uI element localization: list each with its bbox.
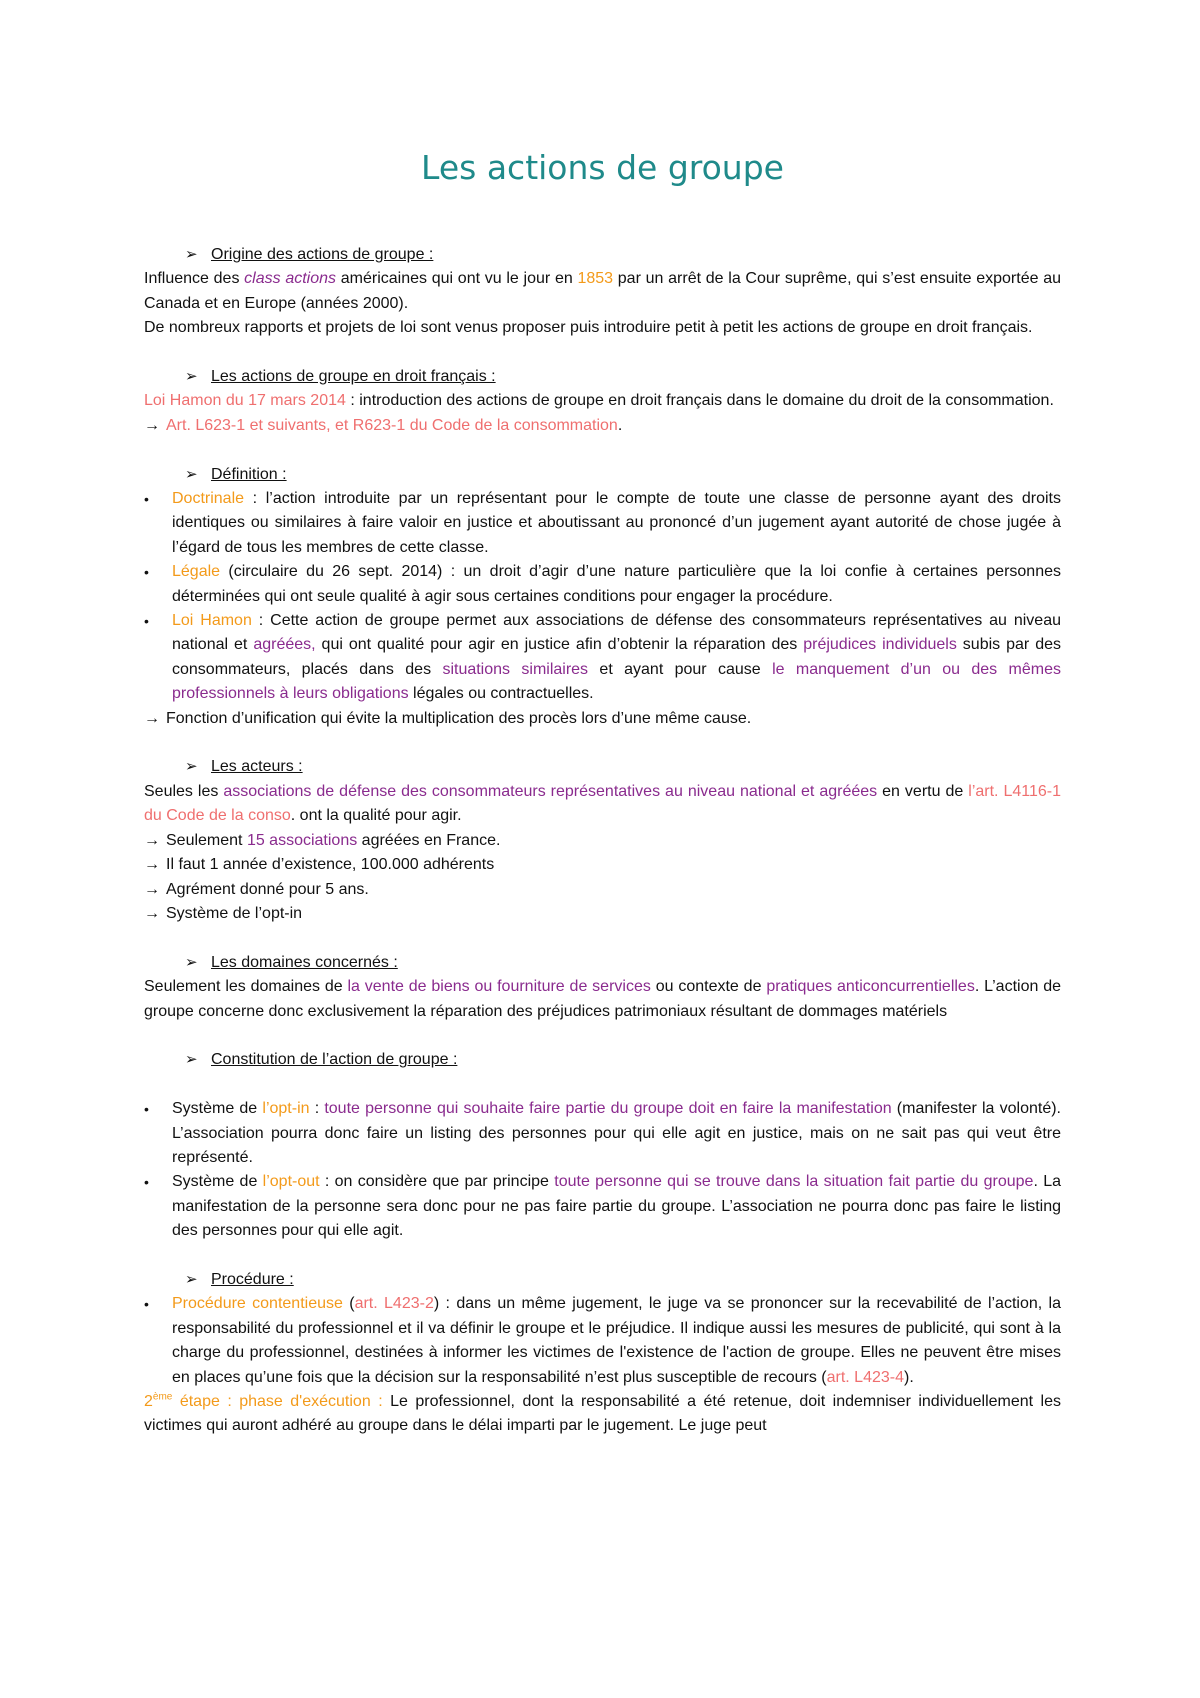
paragraph: 2ème étape : phase d'exécution : Le professionnel, dont la responsabilité a été retenue, doit indemniser individuellement les victimes qui auront adhéré au groupe dans le délai imparti par le jugement. Le juge peut bbox=[144, 1391, 1061, 1435]
arrow-icon: → bbox=[144, 709, 160, 727]
arrow-icon: → bbox=[144, 880, 160, 898]
section-heading-definition: ➢ Définition : bbox=[144, 463, 1061, 487]
bullet-icon: • bbox=[144, 613, 149, 630]
bullet-icon: • bbox=[144, 1296, 149, 1313]
list-item: • Doctrinale : l’action introduite par un représentant pour le compte de toute une classe de personne ayant des droits identiques ou similaires à faire valoir en justice et aboutissant au prononcé d’un jugement ayant autorité de chose jugée à l’égard de tous les membres de cette classe. bbox=[144, 487, 1061, 560]
arrowhead-icon: ➢ bbox=[185, 953, 198, 971]
paragraph: Seules les associations de défense des consommateurs représentatives au niveau national et agréées en vertu de l’art. L4116-1 du Code de la conso. ont la qualité pour agir. bbox=[144, 782, 1062, 825]
paragraph: De nombreux rapports et projets de loi sont venus proposer puis introduire petit à petit les actions de groupe en droit français. bbox=[144, 319, 1033, 337]
section-heading-origine: ➢ Origine des actions de groupe : bbox=[144, 243, 1061, 267]
procedure-list bbox=[144, 1292, 1061, 1390]
arrow-line: → Seulement 15 associations agréées en France. bbox=[144, 829, 1061, 853]
section-heading-domaines: ➢ Les domaines concernés : bbox=[144, 951, 1061, 975]
list-item: • Loi Hamon : Cette action de groupe permet aux associations de défense des consommateurs représentatives au niveau national et agréées, qui ont qualité pour agir en justice afin d’obtenir la réparation des préjudices individuels subis par des consommateurs, placés dans des situations similaires et ayant pour cause le manquement d’un ou des mêmes professionnels à leurs obligations légales ou contractuelles. bbox=[144, 609, 1061, 707]
page-title: Les actions de groupe bbox=[421, 148, 784, 187]
arrowhead-icon: ➢ bbox=[185, 1051, 198, 1069]
arrow-icon: → bbox=[144, 904, 160, 922]
arrow-line: → Système de l’opt-in bbox=[144, 902, 1061, 926]
arrow-icon: → bbox=[144, 831, 160, 849]
bullet-icon: • bbox=[144, 1174, 149, 1191]
list-item: • Système de l’opt-out : on considère que par principe toute personne qui se trouve dans la situation fait partie du groupe. La manifestation de la personne sera donc pour ne pas faire partie du groupe. L’association ne pourra donc pas faire le listing des personnes pour qui elle agit. bbox=[144, 1170, 1061, 1243]
list-item: • Légale (circulaire du 26 sept. 2014) : un droit d’agir d’une nature particulière que la loi confie à certaines personnes déterminées qui ont seule qualité à agir sous certaines conditions pour engager la procédure. bbox=[144, 560, 1061, 609]
definition-list bbox=[144, 487, 1061, 707]
paragraph: Influence des class actions américaines qui ont vu le jour en 1853 par un arrêt de la Cour suprême, qui s’est ensuite exportée au Canada et en Europe (années 2000). bbox=[144, 270, 1062, 312]
bullet-icon: • bbox=[144, 1101, 149, 1118]
section-heading-droit-francais: ➢ Les actions de groupe en droit français : bbox=[144, 365, 1061, 389]
arrowhead-icon: ➢ bbox=[185, 246, 198, 263]
list-item: • Procédure contentieuse (art. L423-2) : dans un même jugement, le juge va se prononcer sur la recevabilité de l’action, la responsabilité du professionnel et il va définir le groupe et le préjudice. Il indique aussi les mesures de publicité, qui sont à la charge du professionnel, destinées à informer les victimes de l'existence de l'action de groupe. Elles ne peuvent être mises en places qu’une fois que la décision sur la responsabilité n’est plus susceptible de recours (art. L423-4). bbox=[144, 1292, 1061, 1390]
bullet-icon: • bbox=[144, 491, 149, 508]
arrow-line: → Art. L623-1 et suivants, et R623-1 du Code de la consommation. bbox=[144, 414, 1061, 438]
arrowhead-icon: ➢ bbox=[185, 368, 198, 386]
arrow-icon: → bbox=[144, 856, 160, 874]
arrow-icon: → bbox=[144, 416, 160, 434]
document-body bbox=[144, 243, 1061, 1439]
section-heading-constitution: ➢ Constitution de l’action de groupe : bbox=[144, 1048, 1061, 1072]
list-item: • Système de l’opt-in : toute personne qui souhaite faire partie du groupe doit en faire la manifestation (manifester la volonté). L’association pourra donc faire un listing des personnes pour qui elle agit en justice, mais on ne sait pas qui veut être représenté. bbox=[144, 1097, 1061, 1170]
arrow-line: → Fonction d’unification qui évite la multiplication des procès lors d’une même cause. bbox=[144, 707, 1061, 731]
constitution-list bbox=[144, 1097, 1061, 1243]
bullet-icon: • bbox=[144, 564, 149, 581]
paragraph: Seulement les domaines de la vente de biens ou fourniture de services ou contexte de pratiques anticoncurrentielles. L’action de groupe concerne donc exclusivement la réparation des préjudices patrimoniaux résultant de dommages matériels bbox=[144, 978, 1062, 1020]
arrow-line: → Agrément donné pour 5 ans. bbox=[144, 878, 1061, 902]
paragraph: Loi Hamon du 17 mars 2014 : introduction des actions de groupe en droit français dans le domaine du droit de la consommation. bbox=[144, 392, 1054, 410]
arrowhead-icon: ➢ bbox=[185, 1270, 198, 1288]
section-heading-procedure: ➢ Procédure : bbox=[144, 1268, 1061, 1292]
arrowhead-icon: ➢ bbox=[185, 758, 198, 776]
section-heading-acteurs: ➢ Les acteurs : bbox=[144, 755, 1061, 779]
arrow-line: → Il faut 1 année d’existence, 100.000 adhérents bbox=[144, 853, 1061, 877]
arrowhead-icon: ➢ bbox=[185, 465, 198, 483]
